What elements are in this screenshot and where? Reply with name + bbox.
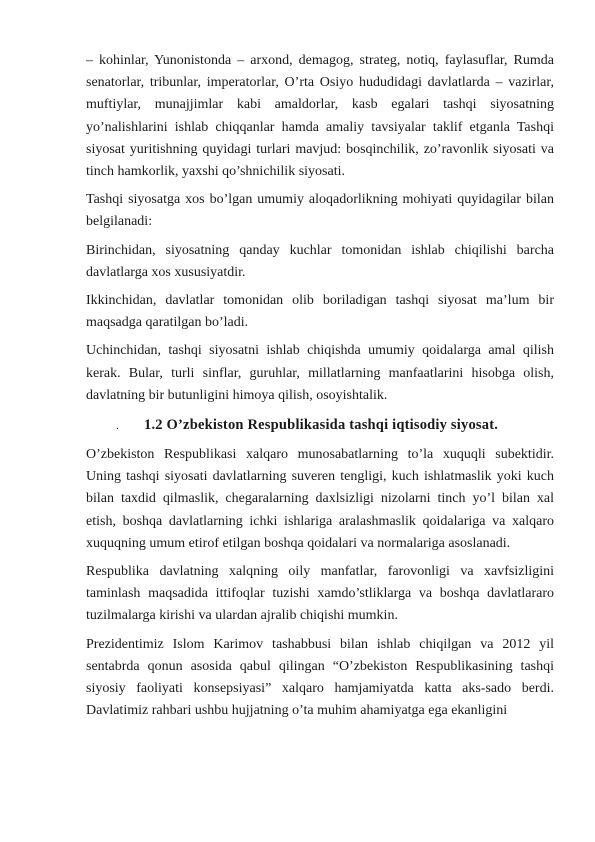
section-heading [86, 413, 554, 438]
paragraph-third: Uchinchidan, tashqi siyosatni ishlab chiqishda umumiy qoidalarga amal qilish kerak. Bular, turli sinflar, guruhlar, millatlarning manfaatlarini hisobga olish, davlatning bir butunligini himoya qilish, osoyishtalik. [86, 343, 554, 403]
paragraph-first: Birinchidan, siyosatning qanday kuchlar tomonidan ishlab chiqilishi barcha davlatlarga xos xususiyatdir. [86, 242, 554, 280]
heading-marker: . [116, 420, 119, 433]
paragraph-foreign-policy-essence: Tashqi siyosatga xos bo’lgan umumiy aloqadorlikning mohiyati quyidagilar bilan belgilanadi: [86, 192, 554, 230]
paragraph-republic-alliances: Respublika davlatning xalqning oily manfatlar, farovonligi va xavfsizligini taminlash maqsadida ittifoqlar tuzishi xamdo’stliklarga va boshqa davlatlararo tuzilmalarga kirishi va ulardan ajralib chiqishi mumkin. [86, 564, 554, 624]
paragraph-second: Ikkinchidan, davlatlar tomonidan olib boriladigan tashqi siyosat ma’lum bir maqsadga qaratilgan bo’ladi. [86, 293, 554, 331]
heading-text: 1.2 O’zbekiston Respublikasida tashqi iqtisodiy siyosat. [144, 417, 499, 434]
document-page [86, 50, 554, 728]
paragraph-uzbekistan-subject: O’zbekiston Respublikasi xalqaro munosabatlarning to’la xuquqli subektidir. Uning tashqi siyosati davlatlarning suveren tengligi, kuch ishlatmaslik yoki kuch bilan taxdid qilmaslik, chegaralarning daxlsizligi nizolarni tinch yo’l bilan xal etish, boshqa davlatlarning ichki ishlariga aralashmaslik qoidalariga va xalqaro xuquqning umum etirof etilgan boshqa qoidalari va normalariga asoslanadi. [86, 447, 554, 551]
paragraph-rulers: – kohinlar, Yunonistonda – arxond, demagog, strateg, notiq, faylasuflar, Rumda senatorlar, tribunlar, imperatorlar, O’rta Osiyo hududidagi davlatlarda – vazirlar, muftiylar, munajjimlar kabi amaldorlar, kasb egalari tashqi siyosatning yo’nalishlarini ishlab chiqqanlar hamda amaliy tavsiyalar taklif etganla Tashqi siyosat yuritishning quyidagi turlari mavjud: bosqinchilik, zo’ravonlik siyosati va tinch hamkorlik, yaxshi qo’shnichilik siyosati. [86, 53, 554, 180]
paragraph-president-concept: Prezidentimiz Islom Karimov tashabbusi bilan ishlab chiqilgan va 2012 yil sentabrda qonun asosida qabul qilingan “O’zbekiston Respublikasining tashqi siyosiy faoliyati konsepsiyasi” xalqaro hamjamiyatda katta aks-sado berdi. Davlatimiz rahbari ushbu hujjatning o’ta muhim ahamiyatga ega ekanligini [86, 636, 554, 719]
